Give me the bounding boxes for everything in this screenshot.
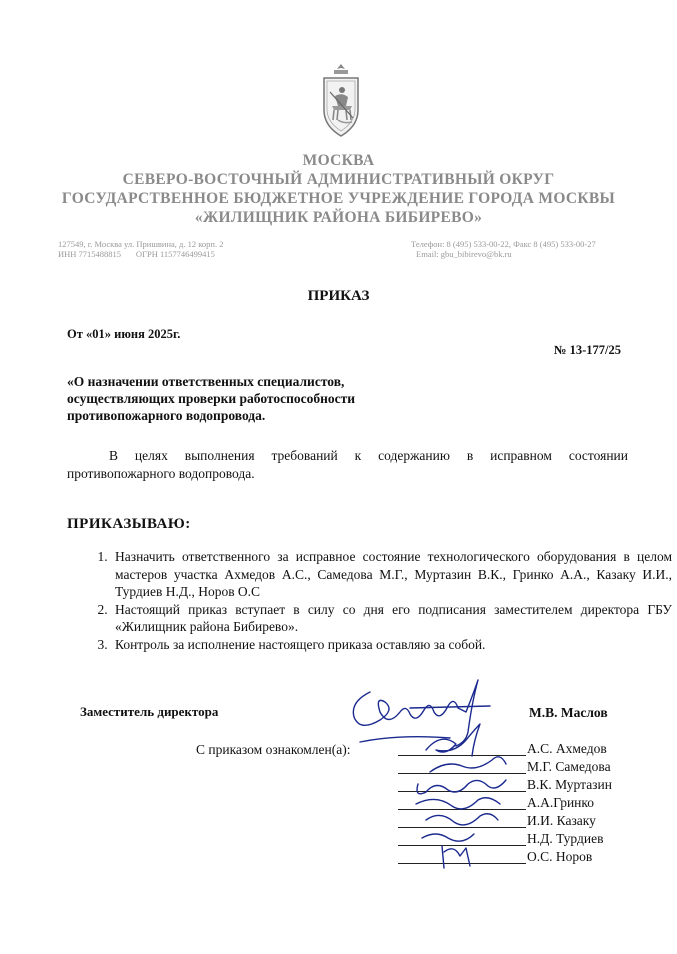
header-email: Email: gbu_bibirevo@bk.ru [416, 249, 512, 259]
signer-name: М.В. Маслов [529, 705, 608, 720]
order-items-list [67, 548, 672, 653]
list-item: 3. Контроль за исполнение настоящего приказа оставляю за собой. [111, 636, 672, 654]
acquaintance-name: В.К. Муртазин [527, 777, 612, 792]
header-organization-name: «ЖИЛИЩНИК РАЙОНА БИБИРЕВО» [194, 209, 483, 226]
subject-line: «О назначении ответственных специалистов, [67, 374, 345, 389]
list-item: 1. Назначить ответственного за исправное состояние технологического оборудования в целом мастеров участка Ахмедов А.С., Самедова М.Г., Муртазин В.К., Гринко А.А., Казаку И.И., Турдиев Н.Д., Норов О.С [111, 548, 672, 601]
header-institution: ГОСУДАРСТВЕННОЕ БЮДЖЕТНОЕ УЧРЕЖДЕНИЕ ГОРОДА МОСКВЫ [61, 190, 616, 207]
header-district: СЕВЕРО-ВОСТОЧНЫЙ АДМИНИСТРАТИВНЫЙ ОКРУГ [122, 171, 555, 188]
acquaintance-name: И.И. Казаку [527, 813, 596, 828]
signer-position: Заместитель директора [80, 704, 219, 719]
subject-line: осуществляющих проверки работоспособности [67, 391, 356, 406]
list-item: 2. Настоящий приказ вступает в силу со дня его подписания заместителем директора ГБУ «Жилищник района Бибирево». [111, 601, 672, 636]
acquaintance-name: О.С. Норов [527, 849, 593, 864]
acquaintance-name: А.А.Гринко [527, 795, 595, 810]
document-date: От «01» июня 2025г. [67, 327, 181, 341]
document-title: ПРИКАЗ [307, 288, 370, 304]
document-subject [67, 373, 427, 424]
subject-line: противопожарного водопровода. [67, 408, 266, 423]
order-heading: ПРИКАЗЫВАЮ: [67, 516, 191, 532]
moscow-coat-of-arms-icon [318, 62, 364, 138]
acquaintance-name: Н.Д. Турдиев [527, 831, 604, 846]
acquaintance-name: А.С. Ахмедов [527, 741, 607, 756]
acquaintance-label: С приказом ознакомлен(а): [196, 742, 351, 757]
acquaintance-name: М.Г. Самедова [527, 759, 611, 774]
preamble-paragraph: В целях выполнения требований к содержанию в исправном состоянии противопожарного водопровода. [67, 448, 628, 481]
header-phone: Телефон: 8 (495) 533-00-22, Факс 8 (495) 533-00-27 [411, 239, 596, 249]
header-city: МОСКВА [302, 152, 375, 169]
header-inn-ogrn: ИНН 7715488815 ОГРН 1157746499415 [58, 249, 215, 259]
staff-signatures [396, 720, 536, 870]
document-number: № 13-177/25 [553, 343, 621, 357]
header-address: 127549, г. Москва ул. Пришвина, д. 12 корп. 2 [58, 239, 224, 249]
